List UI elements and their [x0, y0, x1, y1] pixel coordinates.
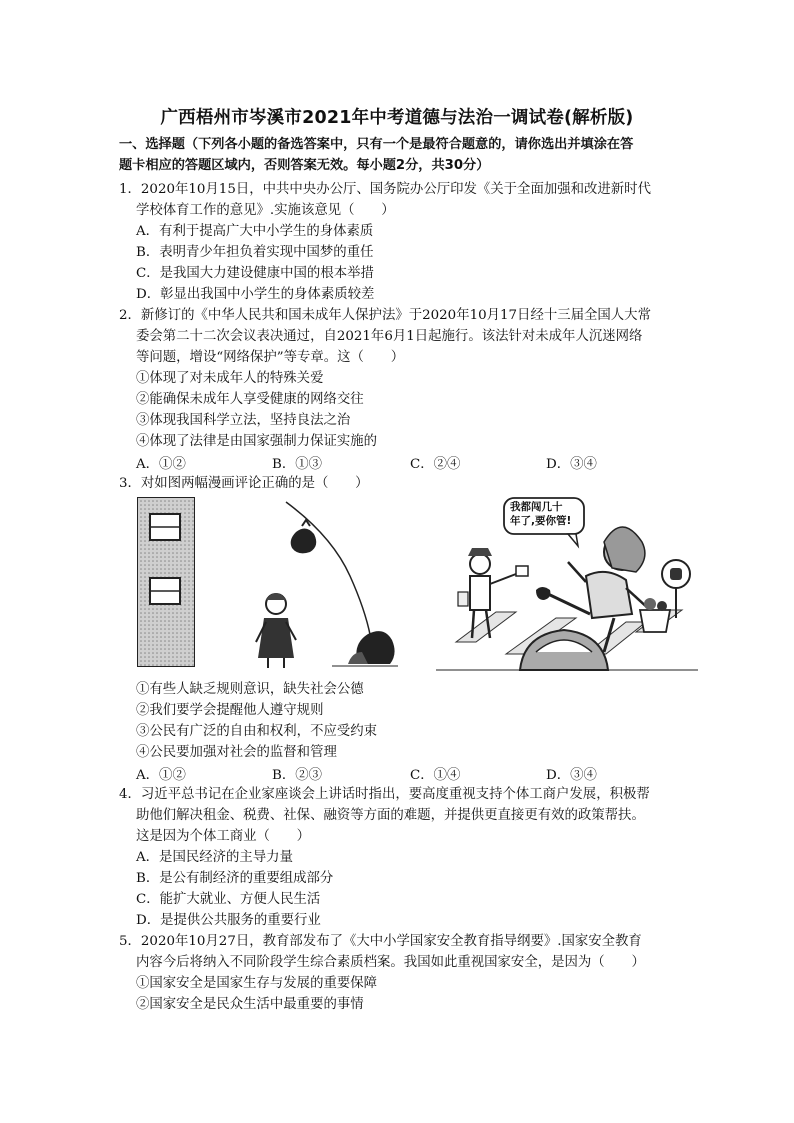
q4-option-d: D．是提供公共服务的重要行业 [136, 913, 321, 928]
q4-stem-line-2: 助他们解决租金、税费、社保、融资等方面的难题，并提供更直接更有效的政策帮扶。 [136, 808, 645, 823]
q3-stem: 3．对如图两幅漫画评论正确的是（ ） [119, 476, 369, 491]
q5-stem-line-2: 内容今后将纳入不同阶段学生综合素质档案。我国如此重视国家安全，是因为（ ） [136, 955, 645, 970]
q3-statement-4: ④公民要加强对社会的监督和管理 [136, 745, 337, 760]
q5-statement-1: ①国家安全是国家生存与发展的重要保障 [136, 976, 378, 991]
q3-statement-3: ③公民有广泛的自由和权利，不应受约束 [136, 724, 378, 739]
q2-statement-2: ②能确保未成年人享受健康的网络交往 [136, 392, 364, 407]
q1-option-b: B．表明青少年担负着实现中国梦的重任 [136, 245, 374, 260]
q2-stem-line-2: 委会第二十二次会议表决通过，自2021年6月1日起施行。该法针对未成年人沉迷网络 [136, 329, 643, 344]
q4-option-a: A．是国民经济的主导力量 [136, 850, 293, 865]
q4-stem-line-3: 这是因为个体工商业（ ） [136, 829, 311, 844]
q4-option-b: B．是公有制经济的重要组成部分 [136, 871, 334, 886]
q2-statement-3: ③体现我国科学立法，坚持良法之治 [136, 413, 351, 428]
q4-option-c: C．能扩大就业、方便人民生活 [136, 892, 321, 907]
q3-choice-c: C．①④ [410, 768, 461, 783]
section-heading-line-2: 题卡相应的答题区域内，否则答案无效。每小题2分，共30分） [119, 158, 490, 173]
q2-choice-c: C．②④ [410, 457, 461, 472]
q1-option-a: A．有利于提高广大中小学生的身体素质 [136, 224, 374, 239]
q1-option-d: D．彰显出我国中小学生的身体素质较差 [136, 287, 375, 302]
q1-option-c: C．是我国大力建设健康中国的根本举措 [136, 266, 374, 281]
q2-stem-line-1: 2．新修订的《中华人民共和国未成年人保护法》于2020年10月17日经十三届全国人大常 [119, 308, 651, 323]
q5-stem-line-1: 5．2020年10月27日，教育部发布了《大中小学国家安全教育指导纲要》.国家安全教育 [119, 934, 642, 949]
q3-statement-1: ①有些人缺乏规则意识，缺失社会公德 [136, 682, 364, 697]
q2-choice-d: D．③④ [546, 457, 597, 472]
speech-bubble-line-2: 年了,要你管! [510, 515, 572, 527]
q4-stem-line-1: 4．习近平总书记在企业家座谈会上讲话时指出，要高度重视支持个体工商户发展，积极帮 [119, 787, 650, 802]
q2-stem-line-3: 等问题，增设“网络保护”等专章。这（ ） [136, 350, 405, 365]
q5-statement-2: ②国家安全是民众生活中最重要的事情 [136, 997, 364, 1012]
speech-bubble-line-1: 我都闯几十 [510, 501, 563, 513]
q2-statement-1: ①体现了对未成年人的特殊关爱 [136, 371, 324, 386]
q2-choice-a: A．①② [136, 457, 186, 472]
q2-statement-4: ④体现了法律是由国家强制力保证实施的 [136, 434, 378, 449]
q3-choice-a: A．①② [136, 768, 186, 783]
q3-statement-2: ②我们要学会提醒他人遵守规则 [136, 703, 324, 718]
q3-choice-d: D．③④ [546, 768, 597, 783]
q1-stem-line-2: 学校体育工作的意见》.实施该意见（ ） [136, 203, 395, 218]
q1-stem-line-1: 1．2020年10月15日，中共中央办公厅、国务院办公厅印发《关于全面加强和改进新时代 [119, 182, 651, 197]
q2-choice-b: B．①③ [272, 457, 323, 472]
cartoon-littering [136, 496, 398, 670]
exam-title: 广西梧州市岑溪市2021年中考道德与法治一调试卷(解析版) [160, 108, 634, 128]
section-heading-line-1: 一、选择题（下列各小题的备选答案中，只有一个是最符合题意的，请你选出并填涂在答 [119, 137, 634, 152]
q3-choice-b: B．②③ [272, 768, 323, 783]
